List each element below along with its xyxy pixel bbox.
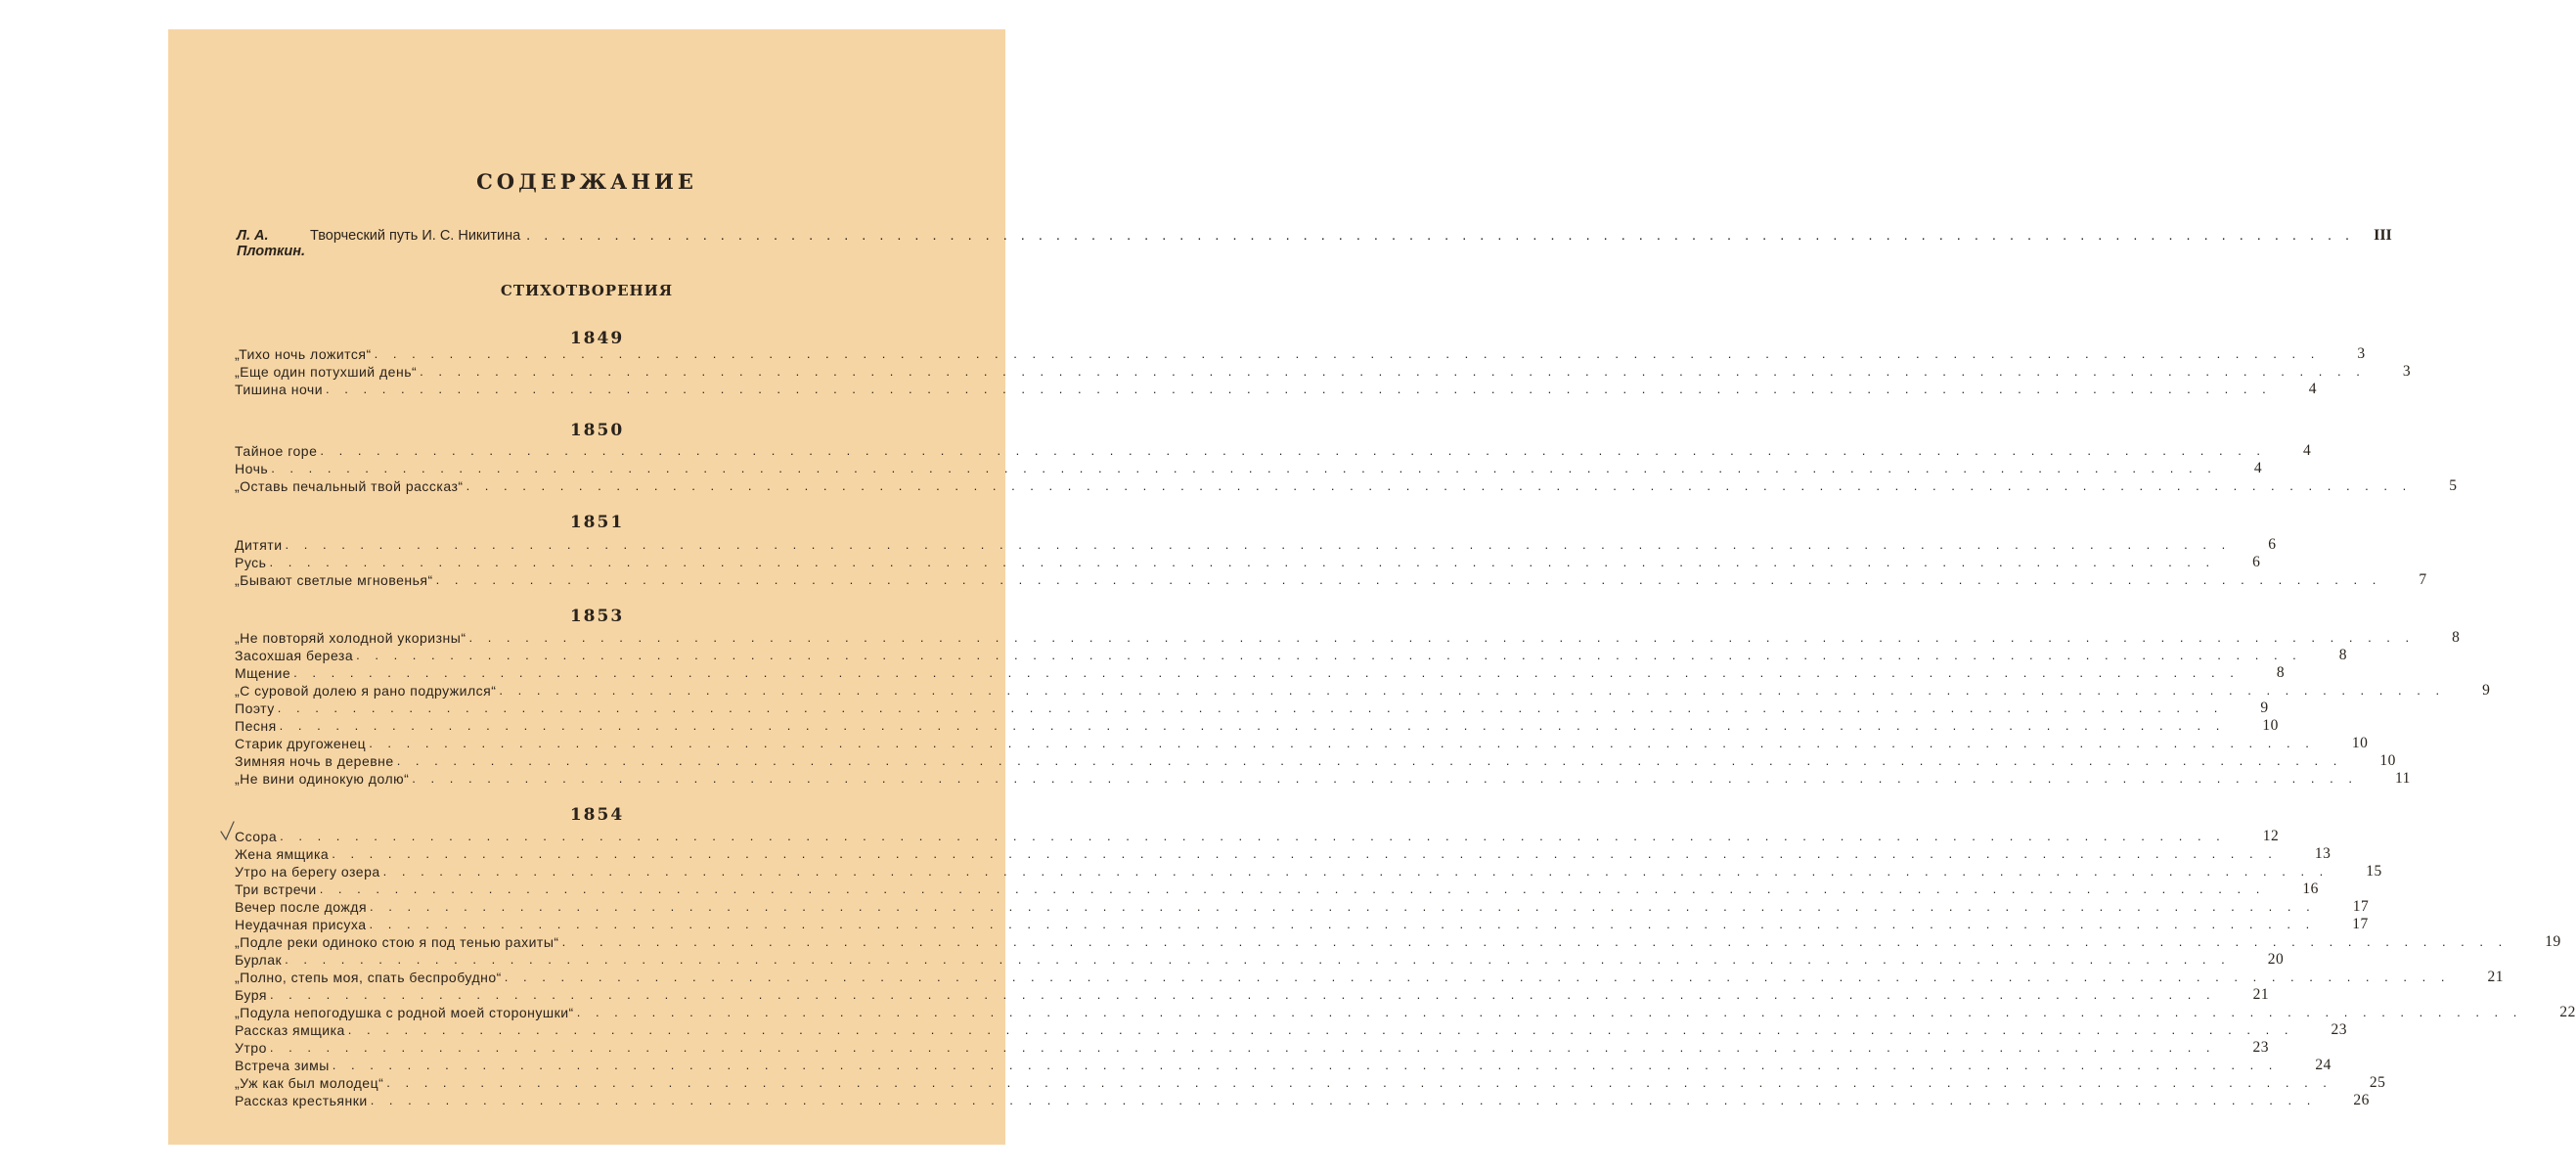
dot-leader: . . . . . . . . . . . . . . . . . . . . . . . . . . . . . . . . . . . . . . . . . . . . . . . . . . . . . . . . . . . . . . . . . . . . . . . . . . . . . . . . . . . . . . . . . . . . . . . . . . . . . . . .: [285, 537, 2232, 552]
entry-page-number: 22: [2559, 1004, 2576, 1020]
entry-title: Ссора: [235, 829, 278, 844]
dot-leader: . . . . . . . . . . . . . . . . . . . . . . . . . . . . . . . . . . . . . . . . . . . . . . . . . . . . . . . . . . . . . . . . . . . . . . . . . . . . . . . . . . . . . . . . . . . . . . . . . . . . . . . .: [285, 952, 2231, 967]
entry-page-number: 17: [2352, 898, 2370, 915]
year-heading: 1851: [569, 513, 625, 532]
dot-leader: . . . . . . . . . . . . . . . . . . . . . . . . . . . . . . . . . . . . . . . . . . . . . . . . . . . . . . . . . . . . . . . . . . . . . . . . . . . . . . . . . . . . . . . . . . . . . . . . . . . . . . . .: [466, 478, 2413, 493]
entry-title: „Еще один потухший день“: [235, 364, 418, 380]
toc-entry: [235, 985, 2270, 1003]
entry-page-number: 8: [2338, 647, 2348, 663]
entry-title: „Тихо ночь ложится“: [235, 346, 372, 362]
toc-entry: [235, 362, 2412, 380]
entry-title: Ночь: [235, 461, 269, 476]
dot-leader: . . . . . . . . . . . . . . . . . . . . . . . . . . . . . . . . . . . . . . . . . . . . . . . . . . . . . . . . . . . . . . . . . . . . . . . . . . . . . . . . . . . . . . . . . . . . . . . . . . . . . . . .: [468, 630, 2416, 645]
year-group: [235, 628, 2491, 787]
entry-title: Дитяти: [235, 537, 283, 553]
entry-title: Встреча зимы: [235, 1058, 330, 1073]
entry-title: Неудачная присуха: [235, 917, 367, 932]
year-heading: 1854: [569, 805, 625, 825]
year-group: [235, 441, 2458, 494]
year-group: [235, 535, 2427, 588]
toc-entry: [235, 380, 2317, 397]
entry-page-number: 3: [2357, 345, 2366, 362]
dot-leader: . . . . . . . . . . . . . . . . . . . . . . . . . . . . . . . . . . . . . . . . . . . . . . . . . . . . . . . . . . . . . . . . . . . . . . . . . . . . . . . . . . . . . . . . . . . . . . . . . . . . . . . .: [369, 736, 2315, 750]
toc-entry: [235, 827, 2280, 844]
entry-page-number: 12: [2262, 828, 2280, 844]
year-group: [235, 827, 2576, 1108]
entry-title: „Не вини одинокую долю“: [235, 771, 410, 787]
toc-entry: [235, 915, 2369, 932]
entry-title: „Не повторяй холодной укоризны“: [235, 630, 466, 646]
entry-page-number: 23: [2252, 1039, 2270, 1056]
entry-page-number: 4: [2303, 442, 2312, 459]
toc-entry: [235, 535, 2277, 553]
entry-title: „Уж как был молодец“: [235, 1075, 384, 1091]
intro-title: Творческий путь И. С. Никитина: [310, 228, 521, 244]
entry-page-number: 6: [2252, 554, 2261, 570]
intro-author: Л. А. Плоткин.: [237, 228, 306, 259]
entry-page-number: 10: [2379, 752, 2396, 769]
toc-entry: [235, 1038, 2270, 1056]
entry-page-number: 11: [2394, 770, 2411, 787]
entry-title: Рассказ ямщика: [235, 1022, 345, 1038]
year-heading: 1853: [569, 607, 625, 626]
year-heading: 1849: [569, 329, 625, 348]
entry-page-number: 7: [2419, 571, 2427, 588]
entry-title: Жена ямщика: [235, 846, 330, 862]
intro-entry: [237, 227, 2392, 259]
toc-entry: [235, 570, 2427, 588]
toc-entry: [235, 862, 2382, 880]
toc-entry: [235, 1003, 2576, 1020]
entry-title: „Подле реки одиноко стою я под тенью рахиты“: [235, 934, 559, 950]
entry-page-number: 21: [2487, 969, 2504, 985]
entry-title: Мщение: [235, 665, 291, 681]
toc-entry: [235, 769, 2411, 787]
toc-entry: [235, 751, 2396, 769]
dot-leader: . . . . . . . . . . . . . . . . . . . . . . . . . . . . . . . . . . . . . . . . . . . . . . . . . . . . . . . . . . . . . . . . . . . . . . . . . . . . . . . . . . . . . . . . . . . . . . . . . . . . . . . .: [269, 555, 2216, 569]
entry-title: Вечер после дождя: [235, 899, 368, 915]
toc-entry: [235, 459, 2263, 476]
year-group: [235, 344, 2412, 397]
toc-entry: [235, 716, 2279, 734]
dot-leader: . . . . . . . . . . . . . . . . . . . . . . . . . . . . . . . . . . . . . . . . . . . . . . . . . . . . . . . . . . . . . . . . . . . . . . . . . . . . . . . . . . . . . . . . . . . . . . . . . . . . . . . .: [370, 1093, 2317, 1107]
dot-leader: . . . . . . . . . . . . . . . . . . . . . . . . . . . . . . . . . . . . . . . . . . . . . . . . . . . . . . . . . . . . . . . . . . . . . . . . . . . . . . . . . . . . . . . . . . . . . . . . . . . . . . . .: [277, 700, 2224, 715]
toc-entry: [235, 344, 2366, 362]
dot-leader: . . . . . . . . . . . . . . . . . . . . . . . . . . . . . . . . . . . . . . . . . . . . . . . . . . . . . . . . . . . . . . . . . . . . . . . . . . . . . . . . . . . . . . . . . . . . . . . . . . . . . . . .: [526, 228, 2355, 244]
dot-leader: . . . . . . . . . . . . . . . . . . . . . . . . . . . . . . . . . . . . . . . . . . . . . . . . . . . . . . . . . . . . . . . . . . . . . . . . . . . . . . . . . . . . . . . . . . . . . . . . . . . . . . . .: [271, 461, 2217, 475]
entry-title: Поэту: [235, 700, 275, 716]
toc-entry: [235, 844, 2332, 862]
entry-page-number: 3: [2402, 363, 2412, 380]
dot-leader: . . . . . . . . . . . . . . . . . . . . . . . . . . . . . . . . . . . . . . . . . . . . . . . . . . . . . . . . . . . . . . . . . . . . . . . . . . . . . . . . . . . . . . . . . . . . . . . . . . . . . . . .: [435, 572, 2382, 587]
toc-entry: [235, 441, 2312, 459]
entry-page-number: 23: [2331, 1021, 2347, 1038]
entry-title: „С суровой долею я рано подружился“: [235, 683, 497, 699]
toc-entry: [235, 646, 2348, 663]
dot-leader: . . . . . . . . . . . . . . . . . . . . . . . . . . . . . . . . . . . . . . . . . . . . . . . . . . . . . . . . . . . . . . . . . . . . . . . . . . . . . . . . . . . . . . . . . . . . . . . . . . . . . . . .: [561, 934, 2509, 949]
entry-page-number: 26: [2353, 1092, 2370, 1108]
entry-page-number: 4: [2253, 460, 2263, 476]
year-heading: 1850: [569, 421, 625, 440]
entry-title: „Полно, степь моя, спать беспробудно“: [235, 970, 502, 985]
dot-leader: . . . . . . . . . . . . . . . . . . . . . . . . . . . . . . . . . . . . . . . . . . . . . . . . . . . . . . . . . . . . . . . . . . . . . . . . . . . . . . . . . . . . . . . . . . . . . . . . . . . . . . . .: [356, 648, 2302, 662]
dot-leader: . . . . . . . . . . . . . . . . . . . . . . . . . . . . . . . . . . . . . . . . . . . . . . . . . . . . . . . . . . . . . . . . . . . . . . . . . . . . . . . . . . . . . . . . . . . . . . . . . . . . . . . .: [280, 829, 2226, 843]
dot-leader: . . . . . . . . . . . . . . . . . . . . . . . . . . . . . . . . . . . . . . . . . . . . . . . . . . . . . . . . . . . . . . . . . . . . . . . . . . . . . . . . . . . . . . . . . . . . . . . . . . . . . . . .: [320, 443, 2267, 458]
entry-title: „Оставь печальный твой рассказ“: [235, 478, 464, 494]
entry-page-number: 16: [2302, 880, 2319, 897]
entry-title: „Подула непогодушка с родной моей сторонушки“: [235, 1005, 574, 1020]
entry-title: Буря: [235, 987, 267, 1003]
entry-page-number: 15: [2366, 863, 2382, 880]
toc-entry: [235, 950, 2285, 968]
entry-title: Бурлак: [235, 952, 283, 968]
dot-leader: . . . . . . . . . . . . . . . . . . . . . . . . . . . . . . . . . . . . . . . . . . . . . . . . . . . . . . . . . . . . . . . . . . . . . . . . . . . . . . . . . . . . . . . . . . . . . . . . . . . . . . . .: [369, 917, 2316, 931]
toc-entry: [235, 1056, 2332, 1073]
toc-entry: [235, 1073, 2386, 1091]
entry-title: Зимняя ночь в деревне: [235, 753, 394, 769]
dot-leader: . . . . . . . . . . . . . . . . . . . . . . . . . . . . . . . . . . . . . . . . . . . . . . . . . . . . . . . . . . . . . . . . . . . . . . . . . . . . . . . . . . . . . . . . . . . . . . . . . . . . . . . .: [374, 346, 2321, 361]
entry-page-number: 8: [2276, 664, 2286, 681]
entry-page-number: 9: [2482, 682, 2491, 699]
entry-title: Старик другоженец: [235, 736, 367, 751]
dot-leader: . . . . . . . . . . . . . . . . . . . . . . . . . . . . . . . . . . . . . . . . . . . . . . . . . . . . . . . . . . . . . . . . . . . . . . . . . . . . . . . . . . . . . . . . . . . . . . . . . . . . . . . .: [382, 864, 2330, 879]
entry-page-number: 24: [2315, 1057, 2332, 1073]
dot-leader: . . . . . . . . . . . . . . . . . . . . . . . . . . . . . . . . . . . . . . . . . . . . . . . . . . . . . . . . . . . . . . . . . . . . . . . . . . . . . . . . . . . . . . . . . . . . . . . . . . . . . . . .: [386, 1075, 2332, 1090]
dot-leader: . . . . . . . . . . . . . . . . . . . . . . . . . . . . . . . . . . . . . . . . . . . . . . . . . . . . . . . . . . . . . . . . . . . . . . . . . . . . . . . . . . . . . . . . . . . . . . . . . . . . . . . .: [347, 1022, 2294, 1037]
dot-leader: . . . . . . . . . . . . . . . . . . . . . . . . . . . . . . . . . . . . . . . . . . . . . . . . . . . . . . . . . . . . . . . . . . . . . . . . . . . . . . . . . . . . . . . . . . . . . . . . . . . . . . . .: [293, 665, 2240, 680]
toc-entry: [235, 553, 2261, 570]
intro-page-number: III: [2374, 227, 2392, 244]
dot-leader: . . . . . . . . . . . . . . . . . . . . . . . . . . . . . . . . . . . . . . . . . . . . . . . . . . . . . . . . . . . . . . . . . . . . . . . . . . . . . . . . . . . . . . . . . . . . . . . . . . . . . . . .: [326, 382, 2272, 396]
dot-leader: . . . . . . . . . . . . . . . . . . . . . . . . . . . . . . . . . . . . . . . . . . . . . . . . . . . . . . . . . . . . . . . . . . . . . . . . . . . . . . . . . . . . . . . . . . . . . . . . . . . . . . . .: [370, 899, 2316, 914]
entry-title: Тишина ночи: [235, 382, 324, 397]
toc-entry: [235, 968, 2504, 985]
dot-leader: . . . . . . . . . . . . . . . . . . . . . . . . . . . . . . . . . . . . . . . . . . . . . . . . . . . . . . . . . . . . . . . . . . . . . . . . . . . . . . . . . . . . . . . . . . . . . . . . . . . . . . . .: [576, 1005, 2523, 1019]
entry-page-number: 9: [2260, 700, 2269, 716]
entry-page-number: 19: [2545, 933, 2561, 950]
entry-title: Тайное горе: [235, 443, 318, 459]
toc-entry: [235, 628, 2461, 646]
entry-page-number: 17: [2352, 916, 2369, 932]
dot-leader: . . . . . . . . . . . . . . . . . . . . . . . . . . . . . . . . . . . . . . . . . . . . . . . . . . . . . . . . . . . . . . . . . . . . . . . . . . . . . . . . . . . . . . . . . . . . . . . . . . . . . . . .: [396, 753, 2343, 768]
entry-title: Утро на берегу озера: [235, 864, 380, 880]
page-title: СОДЕРЖАНИЕ: [476, 169, 697, 194]
toc-entry: [235, 1091, 2370, 1108]
dot-leader: . . . . . . . . . . . . . . . . . . . . . . . . . . . . . . . . . . . . . . . . . . . . . . . . . . . . . . . . . . . . . . . . . . . . . . . . . . . . . . . . . . . . . . . . . . . . . . . . . . . . . . . .: [269, 1040, 2216, 1055]
entry-title: Песня: [235, 718, 277, 734]
toc-entry: [235, 1020, 2347, 1038]
entry-title: Утро: [235, 1040, 267, 1056]
toc-entry: [235, 476, 2458, 494]
dot-leader: . . . . . . . . . . . . . . . . . . . . . . . . . . . . . . . . . . . . . . . . . . . . . . . . . . . . . . . . . . . . . . . . . . . . . . . . . . . . . . . . . . . . . . . . . . . . . . . . . . . . . . . .: [499, 683, 2446, 698]
toc-entry: [235, 897, 2370, 915]
entry-title: Русь: [235, 555, 267, 570]
dot-leader: . . . . . . . . . . . . . . . . . . . . . . . . . . . . . . . . . . . . . . . . . . . . . . . . . . . . . . . . . . . . . . . . . . . . . . . . . . . . . . . . . . . . . . . . . . . . . . . . . . . . . . . .: [269, 987, 2216, 1002]
entry-page-number: 10: [2262, 717, 2279, 734]
toc-entry: [235, 932, 2561, 950]
toc-entry: [235, 699, 2269, 716]
pencil-check-mark: [219, 820, 237, 843]
dot-leader: . . . . . . . . . . . . . . . . . . . . . . . . . . . . . . . . . . . . . . . . . . . . . . . . . . . . . . . . . . . . . . . . . . . . . . . . . . . . . . . . . . . . . . . . . . . . . . . . . . . . . . . .: [279, 718, 2226, 733]
toc-entry: [235, 681, 2491, 699]
entry-title: „Бывают светлые мгновенья“: [235, 572, 433, 588]
entry-page-number: 4: [2308, 381, 2317, 397]
entry-page-number: 6: [2268, 536, 2277, 553]
toc-entry: [235, 734, 2369, 751]
entry-title: Три встречи: [235, 881, 317, 897]
entry-page-number: 20: [2267, 951, 2285, 968]
dot-leader: . . . . . . . . . . . . . . . . . . . . . . . . . . . . . . . . . . . . . . . . . . . . . . . . . . . . . . . . . . . . . . . . . . . . . . . . . . . . . . . . . . . . . . . . . . . . . . . . . . . . . . . .: [332, 846, 2278, 861]
dot-leader: . . . . . . . . . . . . . . . . . . . . . . . . . . . . . . . . . . . . . . . . . . . . . . . . . . . . . . . . . . . . . . . . . . . . . . . . . . . . . . . . . . . . . . . . . . . . . . . . . . . . . . . .: [412, 771, 2358, 786]
entry-page-number: 25: [2369, 1074, 2386, 1091]
toc-entry: [235, 880, 2319, 897]
section-title: СТИХОТВОРЕНИЯ: [500, 282, 674, 299]
entry-page-number: 13: [2314, 845, 2332, 862]
dot-leader: . . . . . . . . . . . . . . . . . . . . . . . . . . . . . . . . . . . . . . . . . . . . . . . . . . . . . . . . . . . . . . . . . . . . . . . . . . . . . . . . . . . . . . . . . . . . . . . . . . . . . . . .: [319, 881, 2266, 896]
toc-entry: [235, 663, 2286, 681]
scanned-page: [168, 29, 2576, 1145]
entry-title: Засохшая береза: [235, 648, 354, 663]
dot-leader: . . . . . . . . . . . . . . . . . . . . . . . . . . . . . . . . . . . . . . . . . . . . . . . . . . . . . . . . . . . . . . . . . . . . . . . . . . . . . . . . . . . . . . . . . . . . . . . . . . . . . . . .: [504, 970, 2451, 984]
entry-page-number: 8: [2452, 629, 2461, 646]
entry-page-number: 10: [2351, 735, 2369, 751]
entry-title: Рассказ крестьянки: [235, 1093, 368, 1108]
dot-leader: . . . . . . . . . . . . . . . . . . . . . . . . . . . . . . . . . . . . . . . . . . . . . . . . . . . . . . . . . . . . . . . . . . . . . . . . . . . . . . . . . . . . . . . . . . . . . . . . . . . . . . . .: [420, 364, 2366, 379]
entry-page-number: 5: [2449, 477, 2458, 494]
dot-leader: . . . . . . . . . . . . . . . . . . . . . . . . . . . . . . . . . . . . . . . . . . . . . . . . . . . . . . . . . . . . . . . . . . . . . . . . . . . . . . . . . . . . . . . . . . . . . . . . . . . . . . . .: [332, 1058, 2279, 1072]
entry-page-number: 21: [2252, 986, 2270, 1003]
